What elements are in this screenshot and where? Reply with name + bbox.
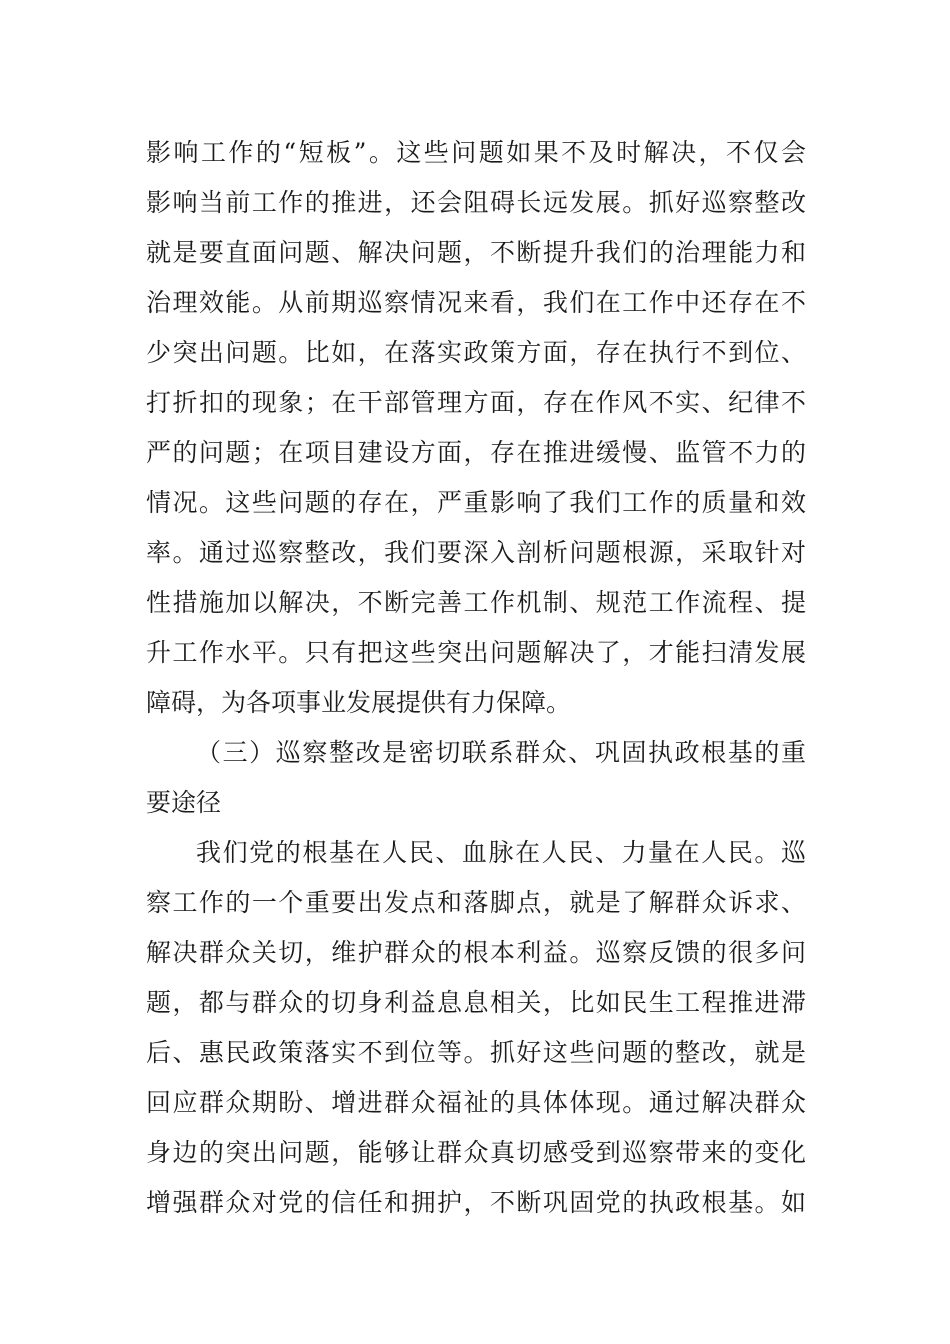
body-text-line: 障碍，为各项事业发展提供有力保障。 <box>146 688 572 717</box>
section-heading: （三）巡察整改是密切联系群众、巩固执政根基的重 <box>196 738 806 767</box>
body-text-line: 解决群众关切，维护群众的根本利益。巡察反馈的很多问 <box>146 938 806 967</box>
body-text-line: 察工作的一个重要出发点和落脚点，就是了解群众诉求、 <box>146 888 806 917</box>
body-text-line: 身边的突出问题，能够让群众真切感受到巡察带来的变化 <box>146 1138 806 1167</box>
body-text-line: 回应群众期盼、增进群众福祉的具体体现。通过解决群众 <box>146 1088 806 1117</box>
body-text-line: 影响工作的“短板”。这些问题如果不及时解决，不仅会 <box>146 138 806 167</box>
body-text-line: 后、惠民政策落实不到位等。抓好这些问题的整改，就是 <box>146 1038 806 1067</box>
body-text-line: 少突出问题。比如，在落实政策方面，存在执行不到位、 <box>146 338 806 367</box>
body-text-line: 严的问题；在项目建设方面，存在推进缓慢、监管不力的 <box>146 438 806 467</box>
body-text-line: 治理效能。从前期巡察情况来看，我们在工作中还存在不 <box>146 288 806 317</box>
section-heading-continuation: 要途径 <box>146 788 222 817</box>
body-text-line: 我们党的根基在人民、血脉在人民、力量在人民。巡 <box>196 838 806 867</box>
body-text-line: 情况。这些问题的存在，严重影响了我们工作的质量和效 <box>146 488 806 517</box>
body-text-line: 率。通过巡察整改，我们要深入剖析问题根源，采取针对 <box>146 538 806 567</box>
body-text-line: 就是要直面问题、解决问题，不断提升我们的治理能力和 <box>146 238 806 267</box>
body-text-line: 升工作水平。只有把这些突出问题解决了，才能扫清发展 <box>146 638 806 667</box>
body-text-line: 增强群众对党的信任和拥护，不断巩固党的执政根基。如 <box>146 1188 806 1217</box>
body-text-line: 性措施加以解决，不断完善工作机制、规范工作流程、提 <box>146 588 806 617</box>
body-text-line: 打折扣的现象；在干部管理方面，存在作风不实、纪律不 <box>146 388 806 417</box>
body-text-line: 题，都与群众的切身利益息息相关，比如民生工程推进滞 <box>146 988 806 1017</box>
body-text-line: 影响当前工作的推进，还会阻碍长远发展。抓好巡察整改 <box>146 188 806 217</box>
